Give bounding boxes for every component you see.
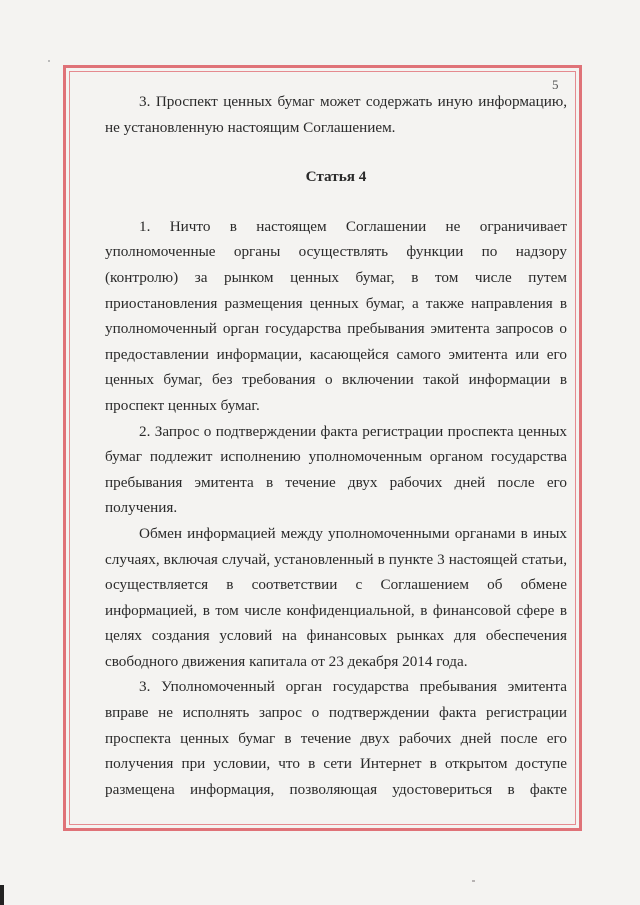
paragraph-item1: 1. Ничто в настоящем Соглашении не ограничивает уполномоченные органы осуществлять функции по надзору (контролю) за рынком ценных бумаг, в том числе путем приостановления размещения ценных бумаг, а также направления в уполномоченный орган государства пребывания эмитента запросов о предоставлении информации, касающейся самого эмитента или его ценных бумаг, без требования о включении такой информации в проспект ценных бумаг. [105, 217, 567, 414]
paragraph-item3: 3. Уполномоченный орган государства пребывания эмитента вправе не исполнять запрос о подтверждении факта регистрации проспекта ценных бумаг в течение двух рабочих дней после его получения при условии, что в сети Интернет в открытом доступе размещена информация, позволяющая удостовериться в факте [105, 678, 567, 798]
article-heading: Статья 4 [305, 168, 367, 186]
paragraph-item2: 2. Запрос о подтверждении факта регистрации проспекта ценных бумаг подлежит исполнению уполномоченным органом государства пребывания эмитента в течение двух рабочих дней после его получения. [105, 422, 567, 517]
page-number: 5 [552, 77, 559, 92]
scan-artifact-top [48, 60, 50, 62]
document-body [105, 89, 567, 802]
scan-edge-mark [0, 885, 4, 905]
paragraph-article3-item3: 3. Проспект ценных бумаг может содержать иную информацию, не установленную настоящим Соглашением. [105, 93, 567, 136]
paragraph-exchange: Обмен информацией между уполномоченными органами в иных случаях, включая случай, установленный в пункте 3 настоящей статьи, осуществляется в соответствии с Соглашением об обмене информацией, в том числе конфиденциальной, в финансовой сфере в целях создания условий на финансовых рынках для обеспечения свободного движения капитала от 23 декабря 2014 года. [105, 524, 567, 670]
scan-artifact [472, 880, 475, 882]
